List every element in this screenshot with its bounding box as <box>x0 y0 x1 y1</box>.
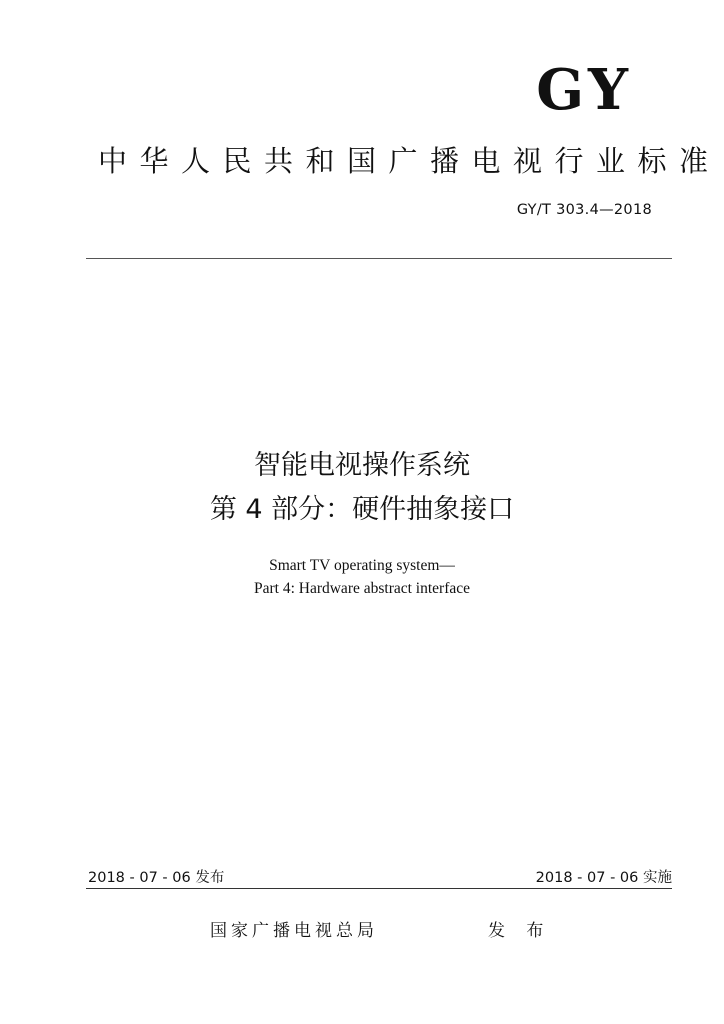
issue-date: 2018 - 07 - 06 发布 <box>88 870 225 886</box>
gy-logo: GY <box>536 57 632 123</box>
implementation-date: 2018 - 07 - 06 实施 <box>535 870 672 886</box>
issuing-authority: 国家广播电视总局 <box>210 921 378 941</box>
chinese-title-line-2: 第 4 部分：硬件抽象接口 <box>209 494 515 525</box>
publish-label: 发 布 <box>488 921 552 941</box>
english-title-line-2: Part 4: Hardware abstract interface <box>253 580 471 597</box>
footer-divider <box>86 888 672 889</box>
english-title-line-1: Smart TV operating system— <box>269 557 455 574</box>
chinese-title-line-1: 智能电视操作系统 <box>254 450 470 481</box>
organization-line: 中华人民共和国广播电视行业标准 <box>98 144 721 178</box>
header-divider <box>86 258 672 259</box>
standard-code: GY/T 303.4—2018 <box>516 202 652 218</box>
